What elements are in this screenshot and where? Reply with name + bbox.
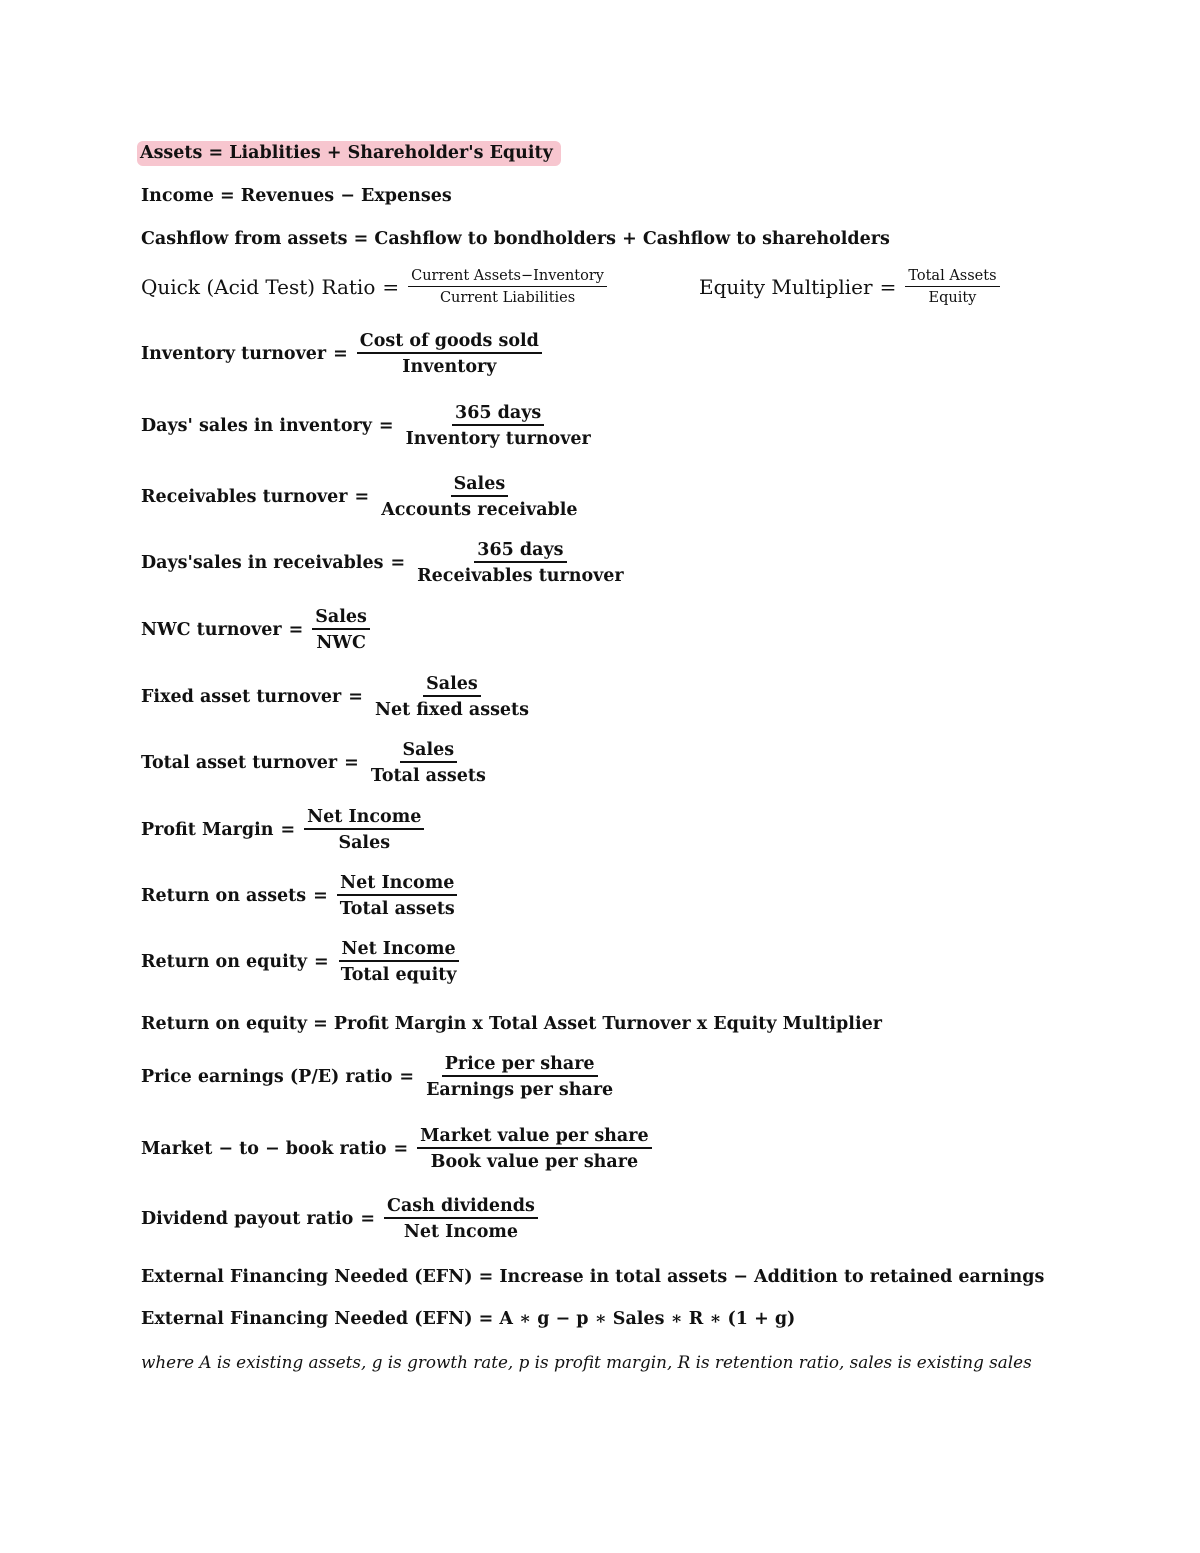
equals-sign: = (354, 487, 370, 508)
fixed-asset-turnover-label: Fixed asset turnover (141, 687, 342, 708)
return-on-assets-fraction (337, 873, 458, 919)
dupont-formula-text: Return on equity = Profit Margin x Total Asset Turnover x Equity Multiplier (141, 1014, 882, 1034)
market-to-book-label: Market − to − book ratio (141, 1139, 387, 1160)
pe-ratio-formula (141, 1054, 616, 1100)
days-sales-inventory-denominator: Inventory turnover (405, 429, 591, 450)
equity-multiplier-fraction (905, 268, 999, 306)
equals-sign: = (879, 275, 897, 300)
pe-ratio-fraction (423, 1054, 616, 1100)
days-sales-receivables-formula (141, 540, 627, 586)
days-sales-inventory-fraction (403, 403, 594, 449)
equity-multiplier-formula (699, 268, 1000, 306)
nwc-turnover-label: NWC turnover (141, 620, 282, 641)
pe-ratio-numerator: Price per share (442, 1054, 598, 1077)
equity-multiplier-label: Equity Multiplier (699, 275, 873, 300)
quick-ratio-denominator: Current Liabilities (439, 289, 576, 306)
equity-multiplier-numerator: Total Assets (905, 268, 999, 287)
quick-ratio-label: Quick (Acid Test) Ratio (141, 275, 376, 300)
nwc-turnover-fraction (312, 607, 370, 653)
inventory-turnover-fraction (357, 331, 542, 377)
return-on-equity-denominator: Total equity (340, 965, 457, 986)
efn-note-text: where A is existing assets, g is growth rate, p is profit margin, R is retention ratio, sales is existing sales (141, 1352, 1032, 1372)
days-sales-inventory-formula (141, 403, 594, 449)
receivables-turnover-formula (141, 474, 581, 520)
equity-multiplier-denominator: Equity (928, 289, 977, 306)
market-to-book-formula (141, 1126, 652, 1172)
accounting-equation-text: Assets = Liablities + Shareholder's Equity (137, 141, 561, 166)
equals-sign: = (399, 1067, 415, 1088)
return-on-equity-fraction (338, 939, 460, 985)
inventory-turnover-formula (141, 331, 542, 377)
dupont-formula (141, 1014, 882, 1034)
total-asset-turnover-fraction (368, 740, 489, 786)
total-asset-turnover-formula (141, 740, 489, 786)
dividend-payout-numerator: Cash dividends (384, 1196, 538, 1219)
profit-margin-formula (141, 807, 424, 853)
equals-sign: = (344, 753, 359, 774)
dividend-payout-formula (141, 1196, 538, 1242)
profit-margin-numerator: Net Income (304, 807, 424, 830)
market-to-book-numerator: Market value per share (417, 1126, 651, 1149)
return-on-equity-numerator: Net Income (339, 939, 459, 962)
equals-sign: = (313, 886, 328, 907)
dividend-payout-fraction (384, 1196, 538, 1242)
return-on-equity-formula (141, 939, 460, 985)
fixed-asset-turnover-numerator: Sales (423, 674, 481, 697)
income-formula-text: Income = Revenues − Expenses (141, 186, 452, 206)
efn-formula-1 (141, 1267, 1044, 1287)
fixed-asset-turnover-denominator: Net fixed assets (374, 700, 529, 721)
pe-ratio-denominator: Earnings per share (426, 1080, 614, 1101)
total-asset-turnover-denominator: Total assets (370, 766, 486, 787)
quick-ratio-numerator: Current Assets−Inventory (408, 268, 607, 287)
pe-ratio-label: Price earnings (P/E) ratio (141, 1067, 393, 1088)
efn-formula-2 (141, 1309, 795, 1329)
accounting-equation (141, 141, 561, 166)
equals-sign: = (390, 553, 406, 574)
nwc-turnover-numerator: Sales (312, 607, 370, 630)
days-sales-inventory-numerator: 365 days (452, 403, 544, 426)
equals-sign: = (378, 416, 394, 437)
dividend-payout-denominator: Net Income (403, 1222, 519, 1243)
inventory-turnover-numerator: Cost of goods sold (357, 331, 542, 354)
profit-margin-denominator: Sales (338, 833, 391, 854)
cashflow-formula-text: Cashflow from assets = Cashflow to bondholders + Cashflow to shareholders (141, 229, 890, 249)
receivables-turnover-label: Receivables turnover (141, 487, 348, 508)
total-asset-turnover-label: Total asset turnover (141, 753, 338, 774)
equals-sign: = (360, 1209, 376, 1230)
total-asset-turnover-numerator: Sales (400, 740, 458, 763)
days-sales-receivables-denominator: Receivables turnover (417, 566, 624, 587)
equals-sign: = (348, 687, 363, 708)
fixed-asset-turnover-formula (141, 674, 532, 720)
equals-sign: = (393, 1139, 409, 1160)
inventory-turnover-denominator: Inventory (402, 357, 497, 378)
equals-sign: = (280, 820, 296, 841)
market-to-book-denominator: Book value per share (430, 1152, 639, 1173)
market-to-book-fraction (417, 1126, 651, 1172)
quick-ratio-formula (141, 268, 607, 306)
dividend-payout-label: Dividend payout ratio (141, 1209, 354, 1230)
fixed-asset-turnover-fraction (372, 674, 532, 720)
receivables-turnover-numerator: Sales (451, 474, 509, 497)
efn-note (141, 1352, 1032, 1372)
inventory-turnover-label: Inventory turnover (141, 344, 327, 365)
profit-margin-label: Profit Margin (141, 820, 274, 841)
receivables-turnover-denominator: Accounts receivable (381, 500, 578, 521)
return-on-assets-label: Return on assets (141, 886, 307, 907)
receivables-turnover-fraction (378, 474, 580, 520)
return-on-assets-formula (141, 873, 458, 919)
return-on-assets-numerator: Net Income (337, 873, 457, 896)
nwc-turnover-formula (141, 607, 370, 653)
cashflow-formula (141, 229, 890, 249)
days-sales-receivables-fraction (414, 540, 627, 586)
income-formula (141, 186, 452, 206)
equals-sign: = (382, 275, 400, 300)
quick-ratio-fraction (408, 268, 607, 306)
efn-formula-2-text: External Financing Needed (EFN) = A ∗ g − p ∗ Sales ∗ R ∗ (1 + g) (141, 1309, 796, 1329)
equals-sign: = (333, 344, 348, 365)
efn-formula-1-text: External Financing Needed (EFN) = Increase in total assets − Addition to retained earnings (141, 1267, 1045, 1287)
equals-sign: = (288, 620, 304, 641)
equals-sign: = (314, 952, 329, 973)
days-sales-receivables-label: Days'sales in receivables (141, 553, 384, 574)
days-sales-receivables-numerator: 365 days (474, 540, 566, 563)
return-on-equity-label: Return on equity (141, 952, 308, 973)
return-on-assets-denominator: Total assets (339, 899, 455, 920)
days-sales-inventory-label: Days' sales in inventory (141, 416, 372, 437)
nwc-turnover-denominator: NWC (316, 633, 366, 654)
profit-margin-fraction (304, 807, 424, 853)
